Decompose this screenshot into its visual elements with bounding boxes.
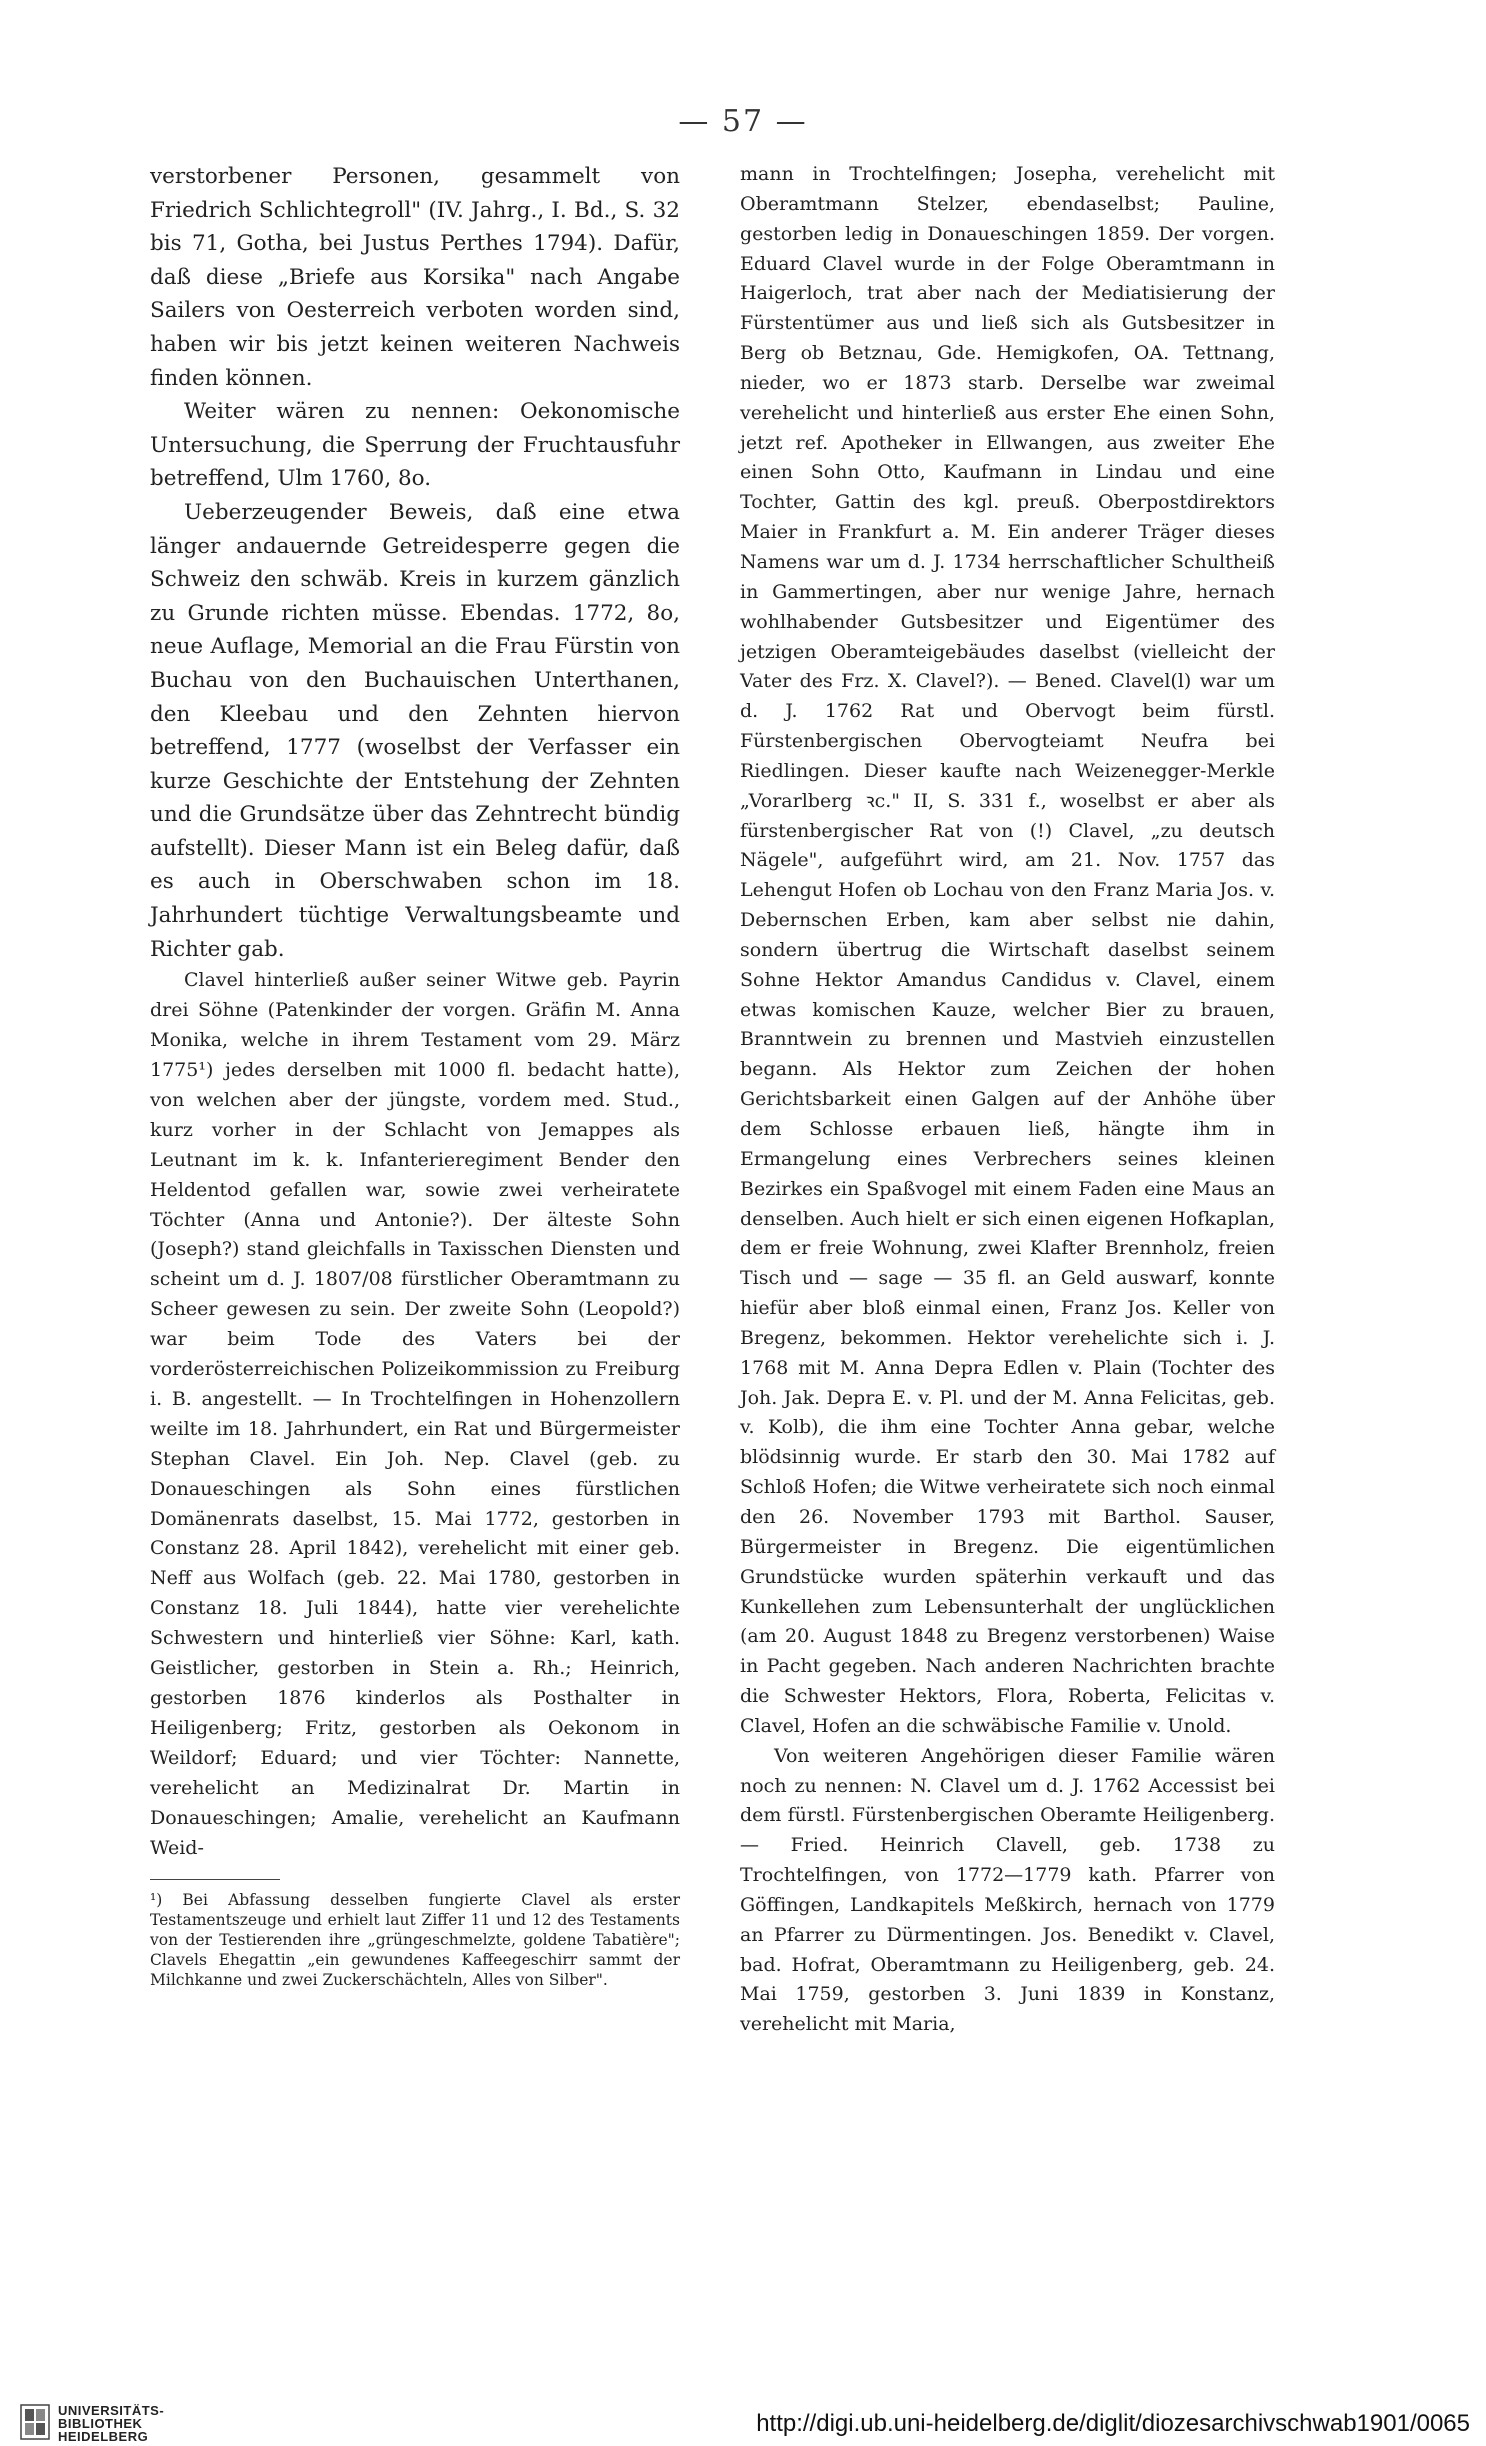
paragraph: Von weiteren Angehörigen dieser Familie wären noch zu nennen: N. Clavel um d. J. 1762 Accessist bei dem fürstl. Fürstenbergischen Oberamte Heiligenberg. — Fried. Heinrich Clavell, geb. 1738 zu Trochtelfingen, von 1772—1779 kath. Pfarrer von Göffingen, Landkapitels Meßkirch, hernach von 1779 an Pfarrer zu Dürmentingen. Jos. Benedikt v. Clavel, bad. Hofrat, Oberamtmann zu Heiligenberg, geb. 24. Mai 1759, gestorben 3. Juni 1839 in Konstanz, verehelicht mit Maria, xyxy=(740,1744,1275,2036)
small-print-paragraph: Clavel hinterließ außer seiner Witwe geb. Payrin drei Söhne (Patenkinder der vorgen. Gräfin M. Anna Monika, welche in ihrem Testament vom 29. März 1775¹) jedes derselben mit 1000 fl. bedacht hatte), von welchen aber der jüngste, vordem med. Stud., kurz vorher in der Schlacht von Jemappes als Leutnant im k. k. Infanterieregiment Bender den Heldentod gefallen war, sowie zwei verheiratete Töchter (Anna und Antonie?). Der älteste Sohn (Joseph?) stand gleichfalls in Taxisschen Diensten und scheint um d. J. 1807/08 fürstlicher Oberamtmann zu Scheer gewesen zu sein. Der zweite Sohn (Leopold?) war beim Tode des Vaters bei der vorderösterreichischen Polizeikommission zu Freiburg i. B. angestellt. — In Trochtelfingen in Hohenzollern weilte im 18. Jahrhundert, ein Rat und Bürgermeister Stephan Clavel. Ein Joh. Nep. Clavel (geb. zu Donaueschingen als Sohn eines fürstlichen Domänenrats daselbst, 15. Mai 1772, gestorben in Constanz 28. April 1842), verehelicht mit einer geb. Neff aus Wolfach (geb. 22. Mai 1780, gestorben in Constanz 18. Juli 1844), hatte vier verehelichte Schwestern und hinterließ vier Söhne: Karl, kath. Geistlicher, gestorben in Stein a. Rh.; Heinrich, gestorben 1876 kinderlos als Posthalter in Heiligenberg; Fritz, gestorben als Oekonom in Weildorf; Eduard; und vier Töchter: Nannette, verehelicht an Medizinalrat Dr. Martin in Donaueschingen; Amalie, verehelicht an Kaufmann Weid- xyxy=(150,969,680,1859)
source-url-link[interactable]: http://digi.ub.uni-heidelberg.de/diglit/diozesarchivschwab1901/0065 xyxy=(756,2410,1470,2437)
paragraph: Weiter wären zu nennen: Oekonomische Untersuchung, die Sperrung der Fruchtausfuhr betreffend, Ulm 1760, 8o. xyxy=(150,399,680,492)
library-name-line: BIBLIOTHEK xyxy=(58,2416,143,2431)
left-column xyxy=(150,160,680,1990)
footer xyxy=(0,2310,1486,2446)
library-name-line: HEIDELBERG xyxy=(58,2429,149,2444)
page-number: — 57 — xyxy=(678,104,808,139)
library-name xyxy=(58,2404,164,2443)
library-logo-icon xyxy=(20,2404,50,2440)
paragraph: Ueberzeugender Beweis, daß eine etwa länger andauernde Getreidesperre gegen die Schweiz den schwäb. Kreis in kurzem gänzlich zu Grunde richten müsse. Ebendas. 1772, 8o, neue Auflage, Memorial an die Frau Fürstin von Buchau von den Buchauischen Unterthanen, den Kleebau und den Zehnten hiervon betreffend, 1777 (woselbst der Verfasser ein kurze Geschichte der Entstehung der Zehnten und die Grundsätze über das Zehntrecht bündig aufstellt). Dieser Mann ist ein Beleg dafür, daß es auch in Oberschwaben schon im 18. Jahrhundert tüchtige Verwaltungsbeamte und Richter gab. xyxy=(150,499,680,962)
library-name-line: UNIVERSITÄTS- xyxy=(58,2403,165,2418)
paragraph: verstorbener Personen, gesammelt von Friedrich Schlichtegroll" (IV. Jahrg., I. Bd., S. 32 bis 71, Gotha, bei Justus Perthes 1794). Dafür, daß diese „Briefe aus Korsika" nach Angabe Sailers von Oesterreich verboten worden sind, haben wir bis jetzt keinen weiteren Nachweis finden können. xyxy=(150,164,680,391)
paragraph: mann in Trochtelfingen; Josepha, verehelicht mit Oberamtmann Stelzer, ebendaselbst; Pauline, gestorben ledig in Donaueschingen 1859. Der vorgen. Eduard Clavel wurde in der Folge Oberamtmann in Haigerloch, trat aber nach der Mediatisierung der Fürstentümer aus und ließ sich als Gutsbesitzer in Berg ob Betznau, Gde. Hemigkofen, OA. Tettnang, nieder, wo er 1873 starb. Derselbe war zweimal verehelicht und hinterließ aus erster Ehe einen Sohn, jetzt ref. Apotheker in Ellwangen, aus zweiter Ehe einen Sohn Otto, Kaufmann in Lindau und eine Tochter, Gattin des kgl. preuß. Oberpostdirektors Maier in Frankfurt a. M. Ein anderer Träger dieses Namens war um d. J. 1734 herrschaftlicher Schultheiß in Gammertingen, aber nur wenige Jahre, hernach wohlhabender Gutsbesitzer und Eigentümer des jetzigen Oberamteigebäudes daselbst (vielleicht der Vater des Frz. X. Clavel?). — Bened. Clavel(l) war um d. J. 1762 Rat und Obervogt beim fürstl. Fürstenbergischen Obervogteiamt Neufra bei Riedlingen. Dieser kaufte nach Weizenegger-Merkle „Vorarlberg ꝛc." II, S. 331 f., woselbst er aber als fürstenbergischer Rat von (!) Clavel, „zu deutsch Nägele", aufgeführt wird, am 21. Nov. 1757 das Lehengut Hofen ob Lochau von den Franz Maria Jos. v. Debernschen Erben, kam aber selbst nie dahin, sondern übertrug die Wirtschaft daselbst seinem Sohne Hektor Amandus Candidus v. Clavel, einem etwas komischen Kauze, welcher Bier zu brauen, Branntwein zu brennen und Mastvieh einzustellen begann. Als Hektor zum Zeichen der hohen Gerichtsbarkeit einen Galgen auf der Anhöhe über dem Schlosse erbauen ließ, hängte ihm in Ermangelung eines Verbrechers seines kleinen Bezirkes ein Spaßvogel mit einem Faden eine Maus an denselben. Auch hielt er sich einen eigenen Hofkaplan, dem er freie Wohnung, zwei Klafter Brennholz, freien Tisch und — sage — 35 fl. an Geld auswarf, konnte hiefür aber bloß einmal einen, Franz Jos. Keller von Bregenz, bekommen. Hektor verehelichte sich i. J. 1768 mit M. Anna Depra Edlen v. Plain (Tochter des Joh. Jak. Depra E. v. Pl. und der M. Anna Felicitas, geb. v. Kolb), die ihm eine Tochter Anna gebar, welche blödsinnig wurde. Er starb den 30. Mai 1782 auf Schloß Hofen; die Witwe verheiratete sich noch einmal den 26. November 1793 mit Barthol. Sauser, Bürgermeister in Bregenz. Die eigentümlichen Grundstücke wurden späterhin verkauft und das Kunkellehen zum Lebensunterhalt der unglücklichen (am 20. August 1848 zu Bregenz verstorbenen) Waise in Pacht gegeben. Nach anderen Nachrichten brachte die Schwester Hektors, Flora, Roberta, Felicitas v. Clavel, Hofen an die schwäbische Familie v. Unold. xyxy=(740,163,1275,1737)
footnote: ¹) Bei Abfassung desselben fungierte Clavel als erster Testamentszeuge und erhielt laut Ziffer 11 und 12 des Testaments von der Testierenden ihre „grüngeschmelzte, goldene Tabatière"; Clavels Ehegattin „ein gewundenes Kaffeegeschirr sammt der Milchkanne und zwei Zuckerschächteln, Alles von Silber". xyxy=(150,1891,680,1990)
right-column xyxy=(740,160,1275,2040)
footnote-divider xyxy=(150,1879,280,1880)
